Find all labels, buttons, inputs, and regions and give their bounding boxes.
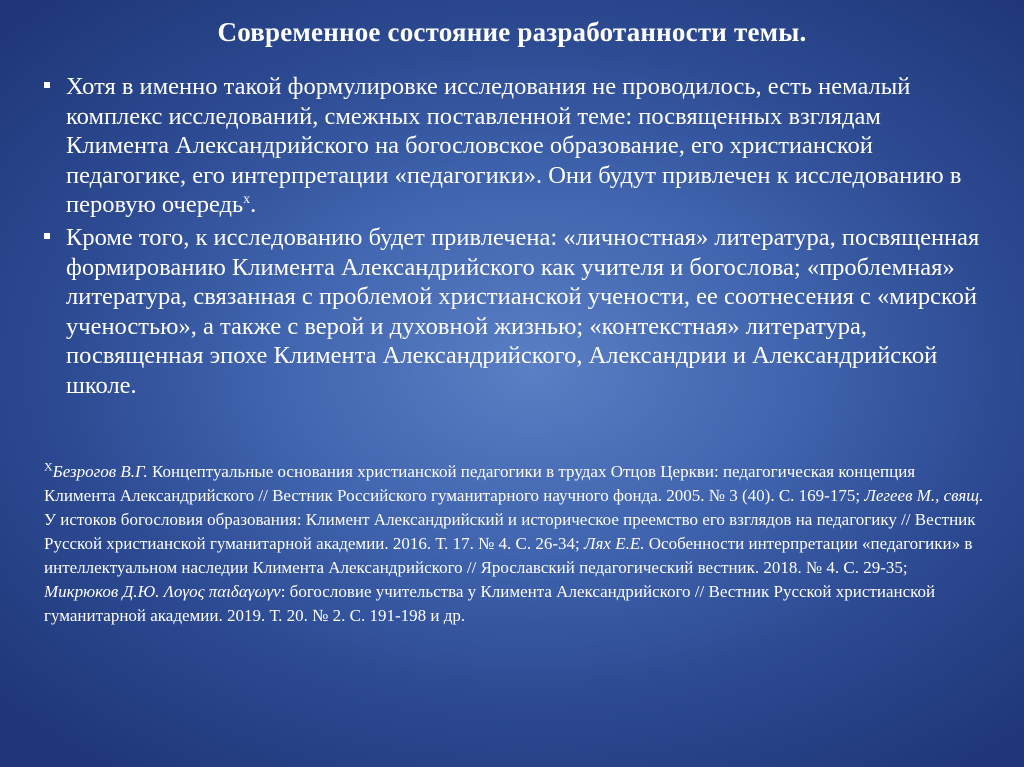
slide-title: Современное состояние разработанности темы. [217,17,807,47]
footnote-citation-2: У истоков богословия образования: Климент Александрийский и историческое преемство его взглядов на педагогику // Вестник Русской христианской гуманитарной академии. 2016. Т. 17. № 4. С. 26-34; [44,510,976,553]
bullet-text-1-end: . [250,191,257,219]
footnote-author-3: Лях Е.Е. [584,534,645,553]
bullet-text-1: Хотя в именно такой формулировке исследования не проводилось, есть немалый комплекс исследований, смежных поставленной теме: посвященных взглядам Климента Александрийского на богословское образование, его христианской педагогике, его интерпретации «педагогики». Они будут привлечен к исследованию в перовую очередь [66,73,962,219]
footnote-mark: X [44,459,53,474]
footnote-citation-1: Концептуальные основания христианской педагогики в трудах Отцов Церкви: педагогическая концепция Климента Александрийского // Вестник Российского гуманитарного научного фонда. 2005. № 3 (40). С. 169-175; [44,462,916,505]
footnote-reference: x [243,192,251,208]
square-bullet-icon [44,82,50,88]
footnote-citation-4: : богословие учительства у Климента Александрийского // Вестник Русской христианской гуманитарной академии. 2019. Т. 20. № 2. С. 191-198 и др. [44,582,936,625]
square-bullet-icon [44,233,50,239]
footnote-author-1: Безрогов В.Г. [52,462,148,481]
footnote [44,460,984,628]
bullet-item-2 [42,223,982,401]
footnote-citation-3: Особенности интерпретации «педагогики» в интеллектуальном наследии Климента Александрийского // Ярославский педагогический вестник. 2018. № 4. С. 29-35; [44,534,973,577]
bullet-list [42,72,982,404]
footnote-author-2: Легеев М., свящ. [864,486,984,505]
footnote-author-4: Микрюков Д.Ю. Λογος παιδαγωγν [44,582,281,601]
bullet-item-1 [42,72,982,220]
bullet-text-2: Кроме того, к исследованию будет привлечена: «личностная» литература, посвященная формированию Климента Александрийского как учителя и богослова; «проблемная» литература, связанная с проблемой христианской учености, ее соотнесения с «мирской ученостью», а также с верой и духовной жизнью; «контекстная» литература, посвященная эпохе Климента Александрийского, Александрии и Александрийской школе. [66,223,980,399]
